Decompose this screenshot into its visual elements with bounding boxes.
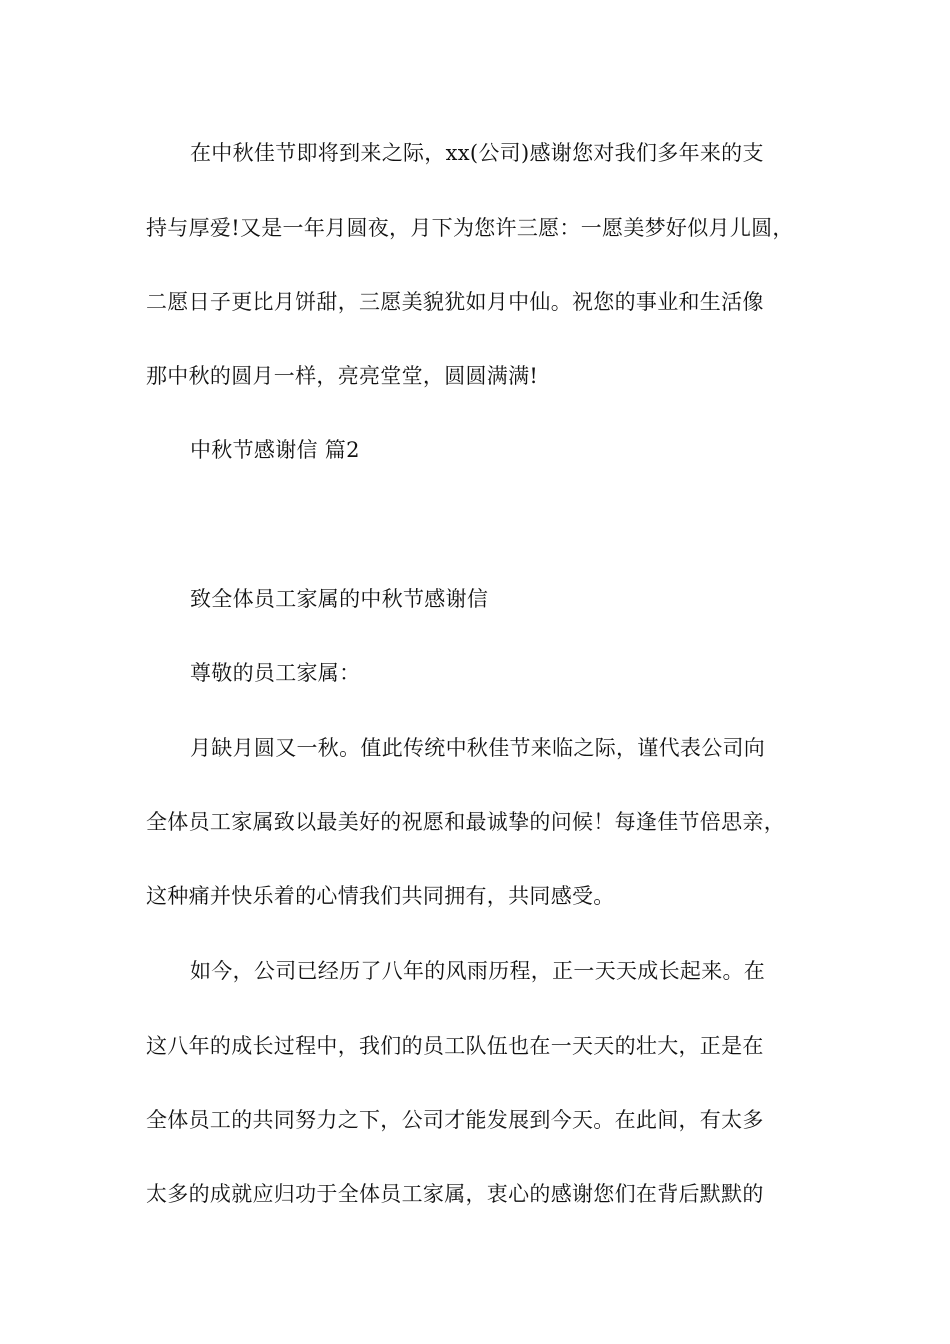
paragraph-line: 持与厚爱!又是一年月圆夜，月下为您许三愿：一愿美梦好似月儿圆， <box>146 216 794 240</box>
letter-salutation: 尊敬的员工家属： <box>190 661 361 685</box>
paragraph-line: 在中秋佳节即将到来之际，xx(公司)感谢您对我们多年来的支 <box>190 141 764 165</box>
paragraph-line: 这八年的成长过程中，我们的员工队伍也在一天天的壮大，正是在 <box>146 1034 764 1058</box>
letter-title: 致全体员工家属的中秋节感谢信 <box>190 587 489 611</box>
paragraph-line: 太多的成就应归功于全体员工家属，衷心的感谢您们在背后默默的 <box>146 1182 764 1206</box>
paragraph-line: 那中秋的圆月一样，亮亮堂堂，圆圆满满! <box>146 364 539 388</box>
paragraph-line: 月缺月圆又一秋。值此传统中秋佳节来临之际，谨代表公司向 <box>190 736 766 760</box>
paragraph-line: 全体员工家属致以最美好的祝愿和最诚挚的问候！每逢佳节倍思亲， <box>146 810 785 834</box>
paragraph-line: 全体员工的共同努力之下，公司才能发展到今天。在此间，有太多 <box>146 1108 764 1132</box>
paragraph-line: 这种痛并快乐着的心情我们共同拥有，共同感受。 <box>146 884 615 908</box>
paragraph-line: 如今，公司已经历了八年的风雨历程，正一天天成长起来。在 <box>190 959 766 983</box>
paragraph-line: 二愿日子更比月饼甜，三愿美貌犹如月中仙。祝您的事业和生活像 <box>146 290 764 314</box>
section-heading: 中秋节感谢信 篇2 <box>190 438 360 462</box>
